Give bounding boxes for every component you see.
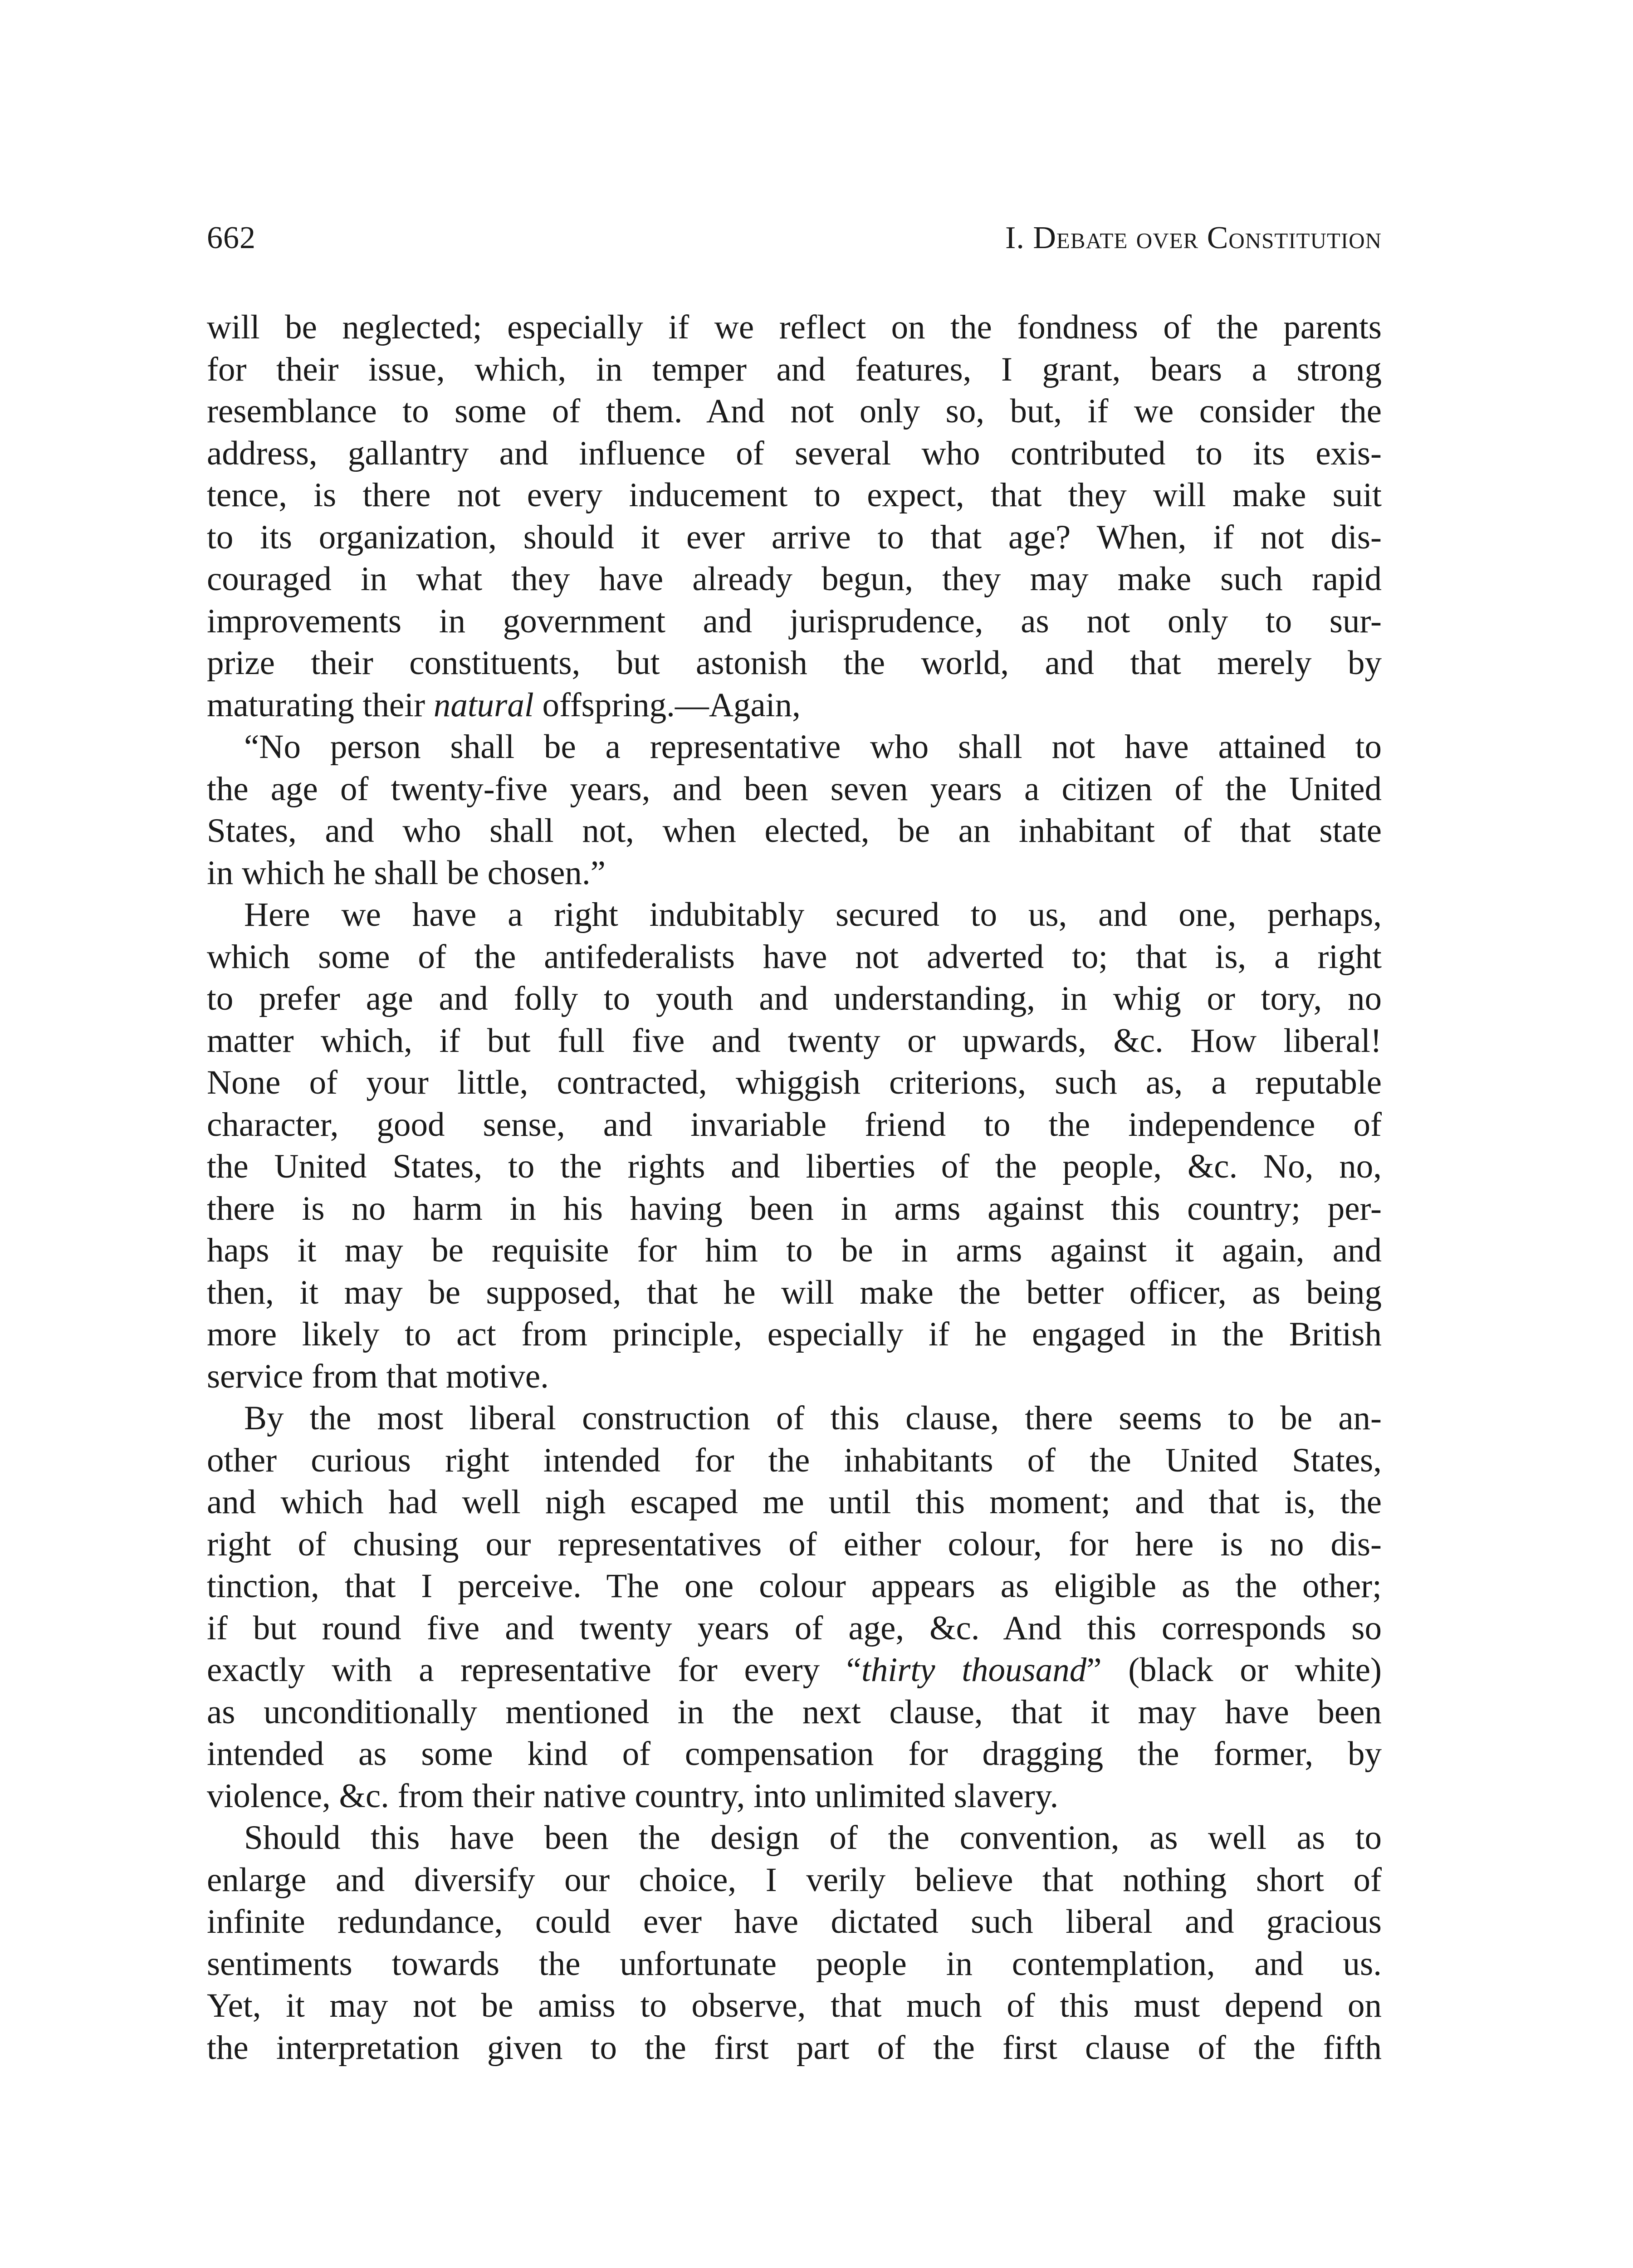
paragraph <box>207 1817 1382 2069</box>
text-line: matter which, if but full five and twenty or upwards, &c. How liberal! <box>207 1022 1382 1060</box>
text-line: the United States, to the rights and liberties of the people, &c. No, no, <box>207 1148 1382 1185</box>
text-line: will be neglected; especially if we reflect on the fondness of the parents <box>207 308 1382 346</box>
text-run: maturating their <box>207 686 434 724</box>
text-line: improvements in government and jurisprudence, as not only to sur- <box>207 602 1382 640</box>
section-title: I. Debate over Constitution <box>1005 220 1382 255</box>
text-line: to prefer age and folly to youth and understanding, in whig or tory, no <box>207 980 1382 1017</box>
text-run: ” (black or white) <box>1086 1651 1382 1689</box>
text-line: right of chusing our representatives of either colour, for here is no dis- <box>207 1525 1382 1563</box>
text-line: service from that motive. <box>207 1357 549 1395</box>
text-line: other curious right intended for the inhabitants of the United States, <box>207 1441 1382 1479</box>
text-line: address, gallantry and influence of several who contributed to its exis- <box>207 434 1382 472</box>
text-line: intended as some kind of compensation for dragging the former, by <box>207 1735 1382 1773</box>
text-line: tinction, that I perceive. The one colour appears as eligible as the other; <box>207 1567 1382 1605</box>
text-line: Yet, it may not be amiss to observe, that much of this must depend on <box>207 1987 1382 2024</box>
text-line: there is no harm in his having been in arms against this country; per- <box>207 1189 1382 1227</box>
text-line: Here we have a right indubitably secured to us, and one, perhaps, <box>244 896 1382 934</box>
running-head <box>207 218 1382 259</box>
text-line: enlarge and diversify our choice, I verily believe that nothing short of <box>207 1861 1382 1899</box>
text-line <box>207 1649 1382 1691</box>
text-line: haps it may be requisite for him to be in arms against it again, and <box>207 1232 1382 1269</box>
text-line: for their issue, which, in temper and features, I grant, bears a strong <box>207 350 1382 388</box>
text-line: By the most liberal construction of this clause, there seems to be an- <box>244 1399 1382 1437</box>
text-line: character, good sense, and invariable friend to the independence of <box>207 1105 1382 1144</box>
text-line: more likely to act from principle, especially if he engaged in the British <box>207 1315 1382 1353</box>
text-line: if but round five and twenty years of age, &c. And this corresponds so <box>207 1609 1382 1647</box>
text-line: in which he shall be chosen.” <box>207 854 606 892</box>
text-line: infinite redundance, could ever have dictated such liberal and gracious <box>207 1903 1382 1941</box>
text-run: exactly with a representative for every “ <box>207 1651 862 1689</box>
text-line <box>207 684 1382 727</box>
paragraph <box>207 307 1382 726</box>
text-line: resemblance to some of them. And not only so, but, if we consider the <box>207 392 1382 430</box>
body-text <box>207 307 1382 2069</box>
text-line: and which had well nigh escaped me until this moment; and that is, the <box>207 1483 1382 1521</box>
text-line: violence, &c. from their native country, into unlimited slavery. <box>207 1777 1059 1815</box>
text-line: prize their constituents, but astonish the world, and that merely by <box>207 644 1382 682</box>
text-line: as unconditionally mentioned in the next clause, that it may have been <box>207 1693 1382 1731</box>
text-line: couraged in what they have already begun, they may make such rapid <box>207 560 1382 598</box>
text-line: tence, is there not every inducement to expect, that they will make suit <box>207 476 1382 514</box>
text-line: which some of the antifederalists have not adverted to; that is, a right <box>207 938 1382 976</box>
text-line: the interpretation given to the first part of the first clause of the fifth <box>207 2028 1382 2067</box>
italic-text: thirty thousand <box>861 1651 1087 1689</box>
text-line: then, it may be supposed, that he will make the better officer, as being <box>207 1273 1382 1311</box>
text-line: None of your little, contracted, whiggish criterions, such as, a reputable <box>207 1064 1382 1101</box>
paragraph <box>207 726 1382 894</box>
text-line: “No person shall be a representative who shall not have attained to <box>244 728 1382 766</box>
text-line: sentiments towards the unfortunate people in contemplation, and us. <box>207 1945 1382 1983</box>
paragraph <box>207 894 1382 1398</box>
text-run: offspring.—Again, <box>533 686 801 724</box>
italic-text: natural <box>433 686 534 724</box>
text-line: to its organization, should it ever arrive to that age? When, if not dis- <box>207 518 1382 556</box>
text-line: the age of twenty-five years, and been seven years a citizen of the United <box>207 770 1382 808</box>
text-line: States, and who shall not, when elected, be an inhabitant of that state <box>207 812 1382 850</box>
text-line: Should this have been the design of the convention, as well as to <box>244 1819 1382 1857</box>
paragraph <box>207 1398 1382 1817</box>
page-number: 662 <box>207 220 256 255</box>
